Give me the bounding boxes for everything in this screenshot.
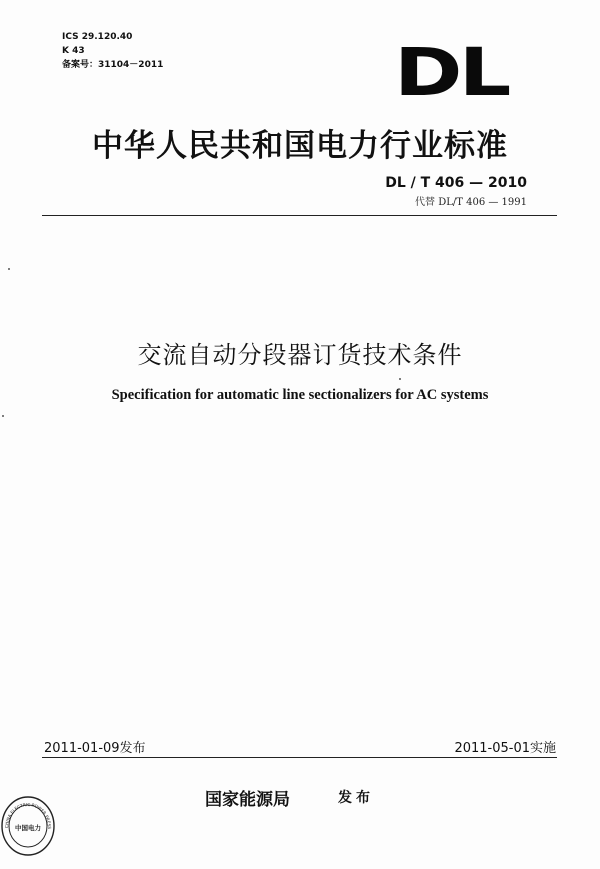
scan-speck bbox=[399, 378, 401, 380]
replaces-standard: 代替 DL/T 406 — 1991 bbox=[415, 197, 527, 208]
issue-date: 2011-01-09发布 bbox=[44, 741, 146, 756]
standard-title: 中华人民共和国电力行业标准 bbox=[92, 128, 508, 164]
implementation-date: 2011-05-01实施 bbox=[454, 741, 556, 756]
issuing-authority: 国家能源局 bbox=[205, 790, 290, 810]
class-code: K 43 bbox=[62, 46, 85, 56]
record-number: 备案号：31104－2011 bbox=[62, 60, 164, 70]
classification-block bbox=[62, 30, 163, 72]
scan-speck bbox=[8, 268, 10, 270]
bottom-divider bbox=[42, 757, 557, 758]
ics-code: ICS 29.120.40 bbox=[62, 32, 133, 42]
svg-text:中国电力: 中国电力 bbox=[15, 824, 41, 832]
document-title-english: Specification for automatic line sectionalizers for AC systems bbox=[111, 387, 489, 403]
standard-code: DL / T 406 — 2010 bbox=[385, 175, 527, 191]
publisher-seal-icon bbox=[0, 792, 56, 858]
issue-label: 发布 bbox=[338, 790, 374, 806]
svg-text:CHINA ELECTRIC POWER PRESS: CHINA ELECTRIC POWER PRESS bbox=[3, 801, 53, 830]
scan-speck bbox=[2, 415, 4, 417]
top-divider bbox=[42, 215, 557, 216]
dl-logo: DL bbox=[394, 34, 508, 111]
document-title-chinese: 交流自动分段器订货技术条件 bbox=[137, 341, 463, 369]
